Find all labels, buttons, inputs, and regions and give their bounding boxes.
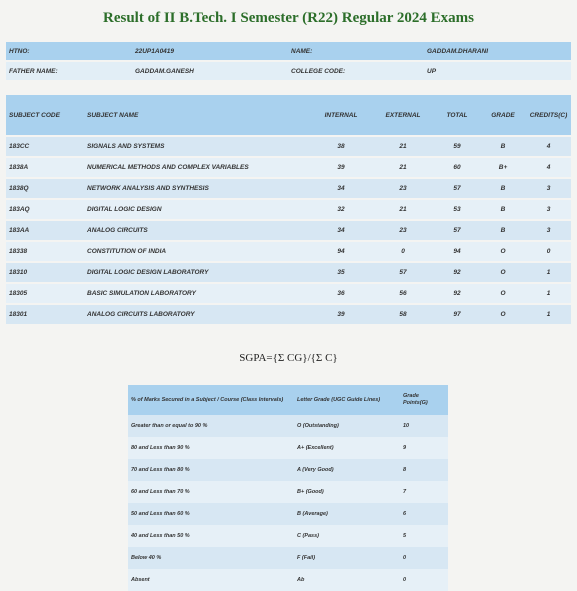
external-marks: 23: [372, 220, 434, 241]
letter-grade: A+ (Excellent): [294, 437, 400, 459]
total-marks: 57: [434, 178, 480, 199]
total-marks: 60: [434, 157, 480, 178]
credits: 4: [526, 157, 571, 178]
letter-grade: Ab: [294, 569, 400, 591]
grade: O: [480, 241, 526, 262]
table-row: [128, 415, 448, 437]
internal-marks: 39: [310, 304, 372, 325]
internal-marks: 39: [310, 157, 372, 178]
external-marks: 21: [372, 199, 434, 220]
subject-name: DIGITAL LOGIC DESIGN: [84, 199, 310, 220]
header-internal: INTERNAL: [310, 95, 372, 136]
name-label: NAME:: [288, 42, 424, 61]
header-external: EXTERNAL: [372, 95, 434, 136]
table-row: [6, 304, 571, 325]
grade-points: 0: [400, 569, 448, 591]
header-grade: GRADE: [480, 95, 526, 136]
subject-name: BASIC SIMULATION LABORATORY: [84, 283, 310, 304]
table-row: [128, 569, 448, 591]
header-grade-points: Grade Points(G): [400, 385, 448, 415]
table-row: [6, 220, 571, 241]
external-marks: 0: [372, 241, 434, 262]
internal-marks: 34: [310, 220, 372, 241]
grade: B: [480, 136, 526, 157]
class-interval: 80 and Less than 90 %: [128, 437, 294, 459]
student-info-table: [6, 42, 571, 82]
credits: 3: [526, 199, 571, 220]
grade-points: 8: [400, 459, 448, 481]
subject-code: 183AQ: [6, 199, 84, 220]
college-code-value: UP: [424, 61, 571, 81]
total-marks: 92: [434, 283, 480, 304]
father-name-label: FATHER NAME:: [6, 61, 132, 81]
table-row: [128, 481, 448, 503]
header-letter-grade: Letter Grade (UGC Guide Lines): [294, 385, 400, 415]
grade-points: 9: [400, 437, 448, 459]
class-interval: 40 and Less than 50 %: [128, 525, 294, 547]
internal-marks: 94: [310, 241, 372, 262]
internal-marks: 32: [310, 199, 372, 220]
total-marks: 59: [434, 136, 480, 157]
grade: B: [480, 178, 526, 199]
internal-marks: 35: [310, 262, 372, 283]
college-code-label: COLLEGE CODE:: [288, 61, 424, 81]
subject-name: ANALOG CIRCUITS: [84, 220, 310, 241]
grade-points: 0: [400, 547, 448, 569]
header-credits: CREDITS(C): [526, 95, 571, 136]
table-row: [6, 178, 571, 199]
external-marks: 58: [372, 304, 434, 325]
table-row: [6, 241, 571, 262]
grade: B+: [480, 157, 526, 178]
class-interval: 60 and Less than 70 %: [128, 481, 294, 503]
credits: 1: [526, 283, 571, 304]
grade-points: 5: [400, 525, 448, 547]
subject-name: SIGNALS AND SYSTEMS: [84, 136, 310, 157]
table-row: [6, 283, 571, 304]
credits: 3: [526, 220, 571, 241]
total-marks: 97: [434, 304, 480, 325]
marks-header-row: [6, 95, 571, 136]
subject-code: 18305: [6, 283, 84, 304]
subject-name: ANALOG CIRCUITS LABORATORY: [84, 304, 310, 325]
letter-grade: A (Very Good): [294, 459, 400, 481]
name-value: GADDAM.DHARANI: [424, 42, 571, 61]
subject-code: 1838Q: [6, 178, 84, 199]
result-title: Result of II B.Tech. I Semester (R22) Regular 2024 Exams: [103, 10, 474, 26]
total-marks: 92: [434, 262, 480, 283]
external-marks: 21: [372, 136, 434, 157]
table-row: [128, 525, 448, 547]
grade-points: 10: [400, 415, 448, 437]
header-total: TOTAL: [434, 95, 480, 136]
total-marks: 53: [434, 199, 480, 220]
subject-code: 18301: [6, 304, 84, 325]
table-row: [128, 503, 448, 525]
subject-name: DIGITAL LOGIC DESIGN LABORATORY: [84, 262, 310, 283]
letter-grade: F (Fail): [294, 547, 400, 569]
total-marks: 94: [434, 241, 480, 262]
htno-value: 22UP1A0419: [132, 42, 288, 61]
subject-code: 18338: [6, 241, 84, 262]
letter-grade: B (Average): [294, 503, 400, 525]
credits: 1: [526, 262, 571, 283]
grade: B: [480, 199, 526, 220]
internal-marks: 38: [310, 136, 372, 157]
subject-code: 183AA: [6, 220, 84, 241]
credits: 1: [526, 304, 571, 325]
grade: O: [480, 304, 526, 325]
grade-points: 7: [400, 481, 448, 503]
internal-marks: 34: [310, 178, 372, 199]
class-interval: 50 and Less than 60 %: [128, 503, 294, 525]
table-row: [6, 157, 571, 178]
class-interval: Below 40 %: [128, 547, 294, 569]
grade: O: [480, 283, 526, 304]
credits: 4: [526, 136, 571, 157]
subject-name: NUMERICAL METHODS AND COMPLEX VARIABLES: [84, 157, 310, 178]
sgpa-formula: SGPA={Σ CG}/{Σ C}: [239, 352, 338, 364]
header-class-intervals: % of Marks Secured in a Subject / Course (Class Intervals): [128, 385, 294, 415]
header-subject-name: SUBJECT NAME: [84, 95, 310, 136]
internal-marks: 36: [310, 283, 372, 304]
grade: O: [480, 262, 526, 283]
external-marks: 23: [372, 178, 434, 199]
subject-code: 18310: [6, 262, 84, 283]
grade: B: [480, 220, 526, 241]
subject-name: CONSTITUTION OF INDIA: [84, 241, 310, 262]
table-row: [6, 262, 571, 283]
external-marks: 57: [372, 262, 434, 283]
class-interval: 70 and Less than 80 %: [128, 459, 294, 481]
letter-grade: O (Outstanding): [294, 415, 400, 437]
class-interval: Absent: [128, 569, 294, 591]
table-row: [128, 437, 448, 459]
class-interval: Greater than or equal to 90 %: [128, 415, 294, 437]
table-row: [6, 199, 571, 220]
table-row: [128, 547, 448, 569]
table-row: [6, 136, 571, 157]
external-marks: 21: [372, 157, 434, 178]
htno-label: HTNO:: [6, 42, 132, 61]
grade-scale-table: [128, 385, 448, 591]
table-row: [128, 459, 448, 481]
total-marks: 57: [434, 220, 480, 241]
header-subject-code: SUBJECT CODE: [6, 95, 84, 136]
letter-grade: C (Pass): [294, 525, 400, 547]
subject-code: 1838A: [6, 157, 84, 178]
grade-scale-header-row: [128, 385, 448, 415]
marks-table: [6, 95, 571, 326]
credits: 3: [526, 178, 571, 199]
letter-grade: B+ (Good): [294, 481, 400, 503]
external-marks: 56: [372, 283, 434, 304]
father-name-value: GADDAM.GANESH: [132, 61, 288, 81]
credits: 0: [526, 241, 571, 262]
subject-name: NETWORK ANALYSIS AND SYNTHESIS: [84, 178, 310, 199]
grade-points: 6: [400, 503, 448, 525]
subject-code: 183CC: [6, 136, 84, 157]
